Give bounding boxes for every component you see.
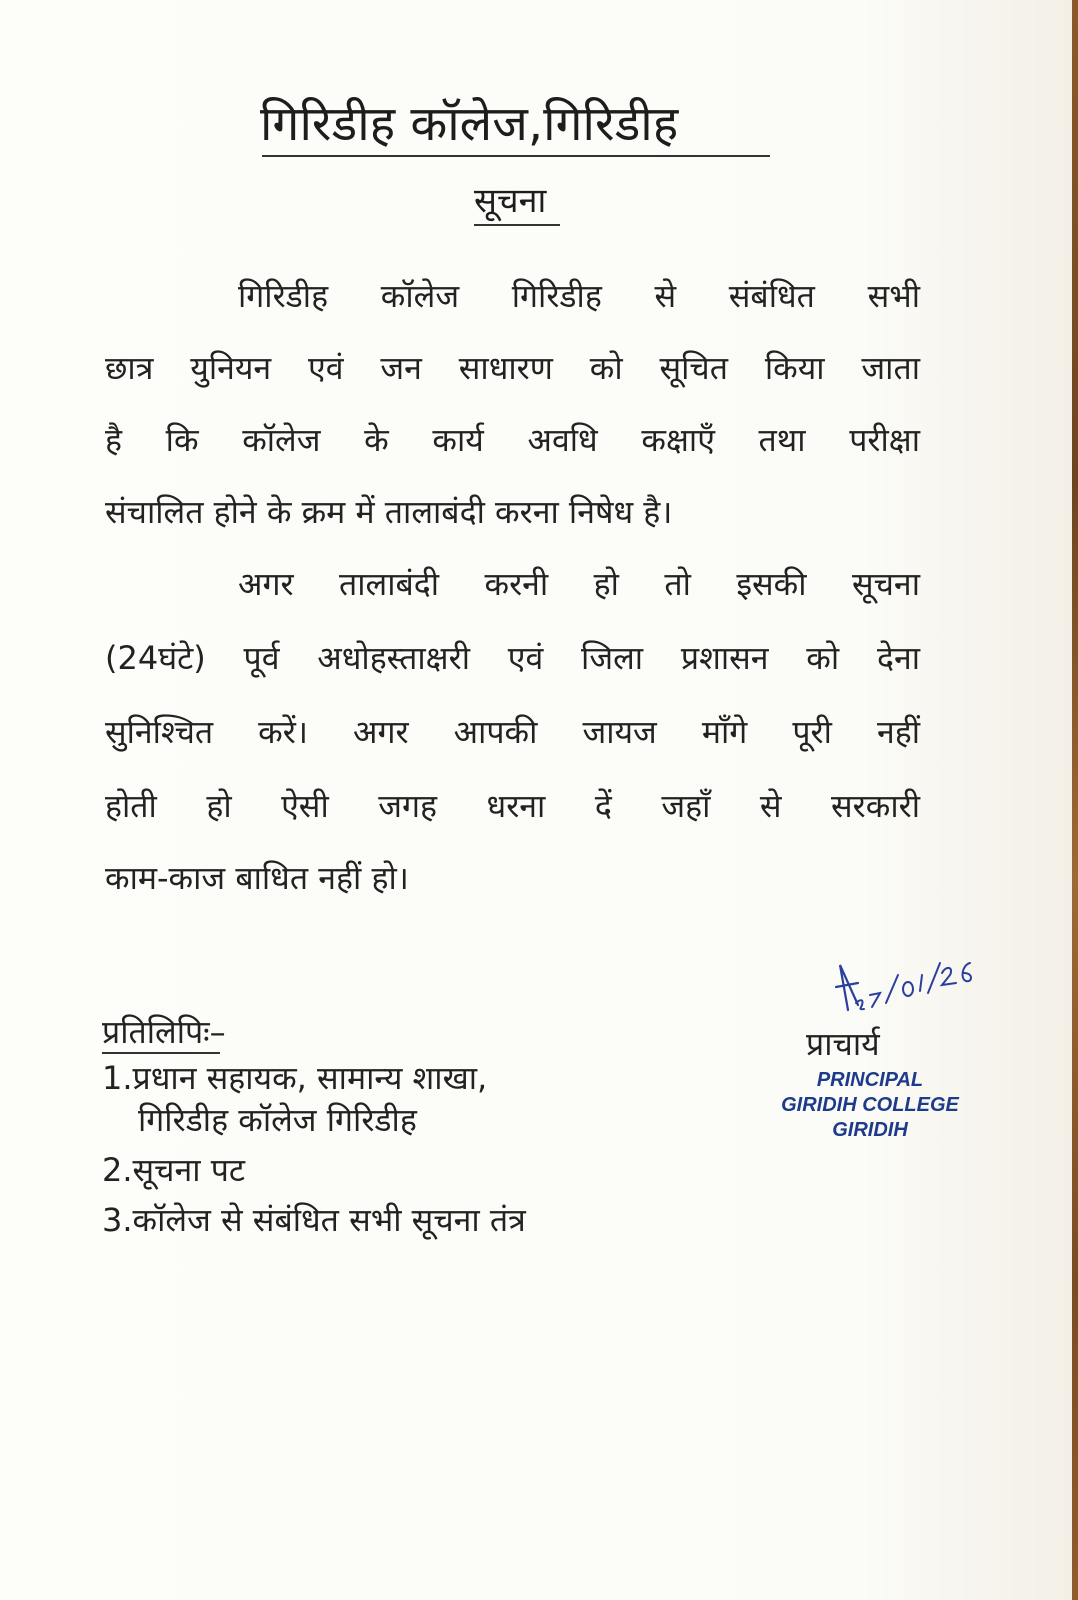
principal-stamp — [760, 1068, 980, 1143]
notice-heading: सूचना — [474, 181, 547, 221]
page-edge — [1072, 0, 1078, 1600]
body-line-4: संचालित होने के क्रम में तालाबंदी करना निषेध है। — [105, 493, 673, 531]
stamp-line-3: GIRIDIH — [832, 1119, 908, 1141]
body-line-6: (24घंटे) पूर्व अधोहस्ताक्षरी एवं जिला प्रशासन को देना — [105, 639, 920, 677]
body-line-2: छात्र युनियन एवं जन साधारण को सूचित किया जाता — [105, 349, 920, 387]
copy-to-underline — [102, 1052, 220, 1054]
body-line-5: अगर तालाबंदी करनी हो तो इसकी सूचना — [238, 565, 920, 603]
copy-to-heading: प्रतिलिपिः– — [102, 1013, 226, 1051]
college-title: गिरिडीह कॉलेज,गिरिडीह — [260, 96, 679, 152]
body-line-3: है कि कॉलेज के कार्य अवधि कक्षाएँ तथा परीक्षा — [105, 421, 920, 459]
body-line-9: काम-काज बाधित नहीं हो। — [105, 859, 409, 897]
copy-to-item-2: 2.सूचना पट — [102, 1151, 246, 1189]
stamp-line-2: GIRIDIH COLLEGE — [781, 1094, 959, 1116]
notice-heading-underline — [474, 224, 560, 226]
designation: प्राचार्य — [806, 1025, 880, 1063]
copy-to-item-1-continued: गिरिडीह कॉलेज गिरिडीह — [138, 1101, 417, 1139]
copy-to-item-3: 3.कॉलेज से संबंधित सभी सूचना तंत्र — [102, 1201, 526, 1239]
title-underline — [262, 155, 770, 157]
handwritten-signature — [828, 955, 978, 1015]
stamp-line-1: PRINCIPAL — [816, 1069, 924, 1091]
body-line-8: होती हो ऐसी जगह धरना दें जहाँ से सरकारी — [105, 787, 920, 825]
copy-to-item-1: 1.प्रधान सहायक, सामान्य शाखा, — [102, 1059, 488, 1097]
body-line-1: गिरिडीह कॉलेज गिरिडीह से संबंधित सभी — [238, 277, 920, 315]
body-line-7: सुनिश्चित करें। अगर आपकी जायज माँगे पूरी नहीं — [105, 713, 920, 751]
